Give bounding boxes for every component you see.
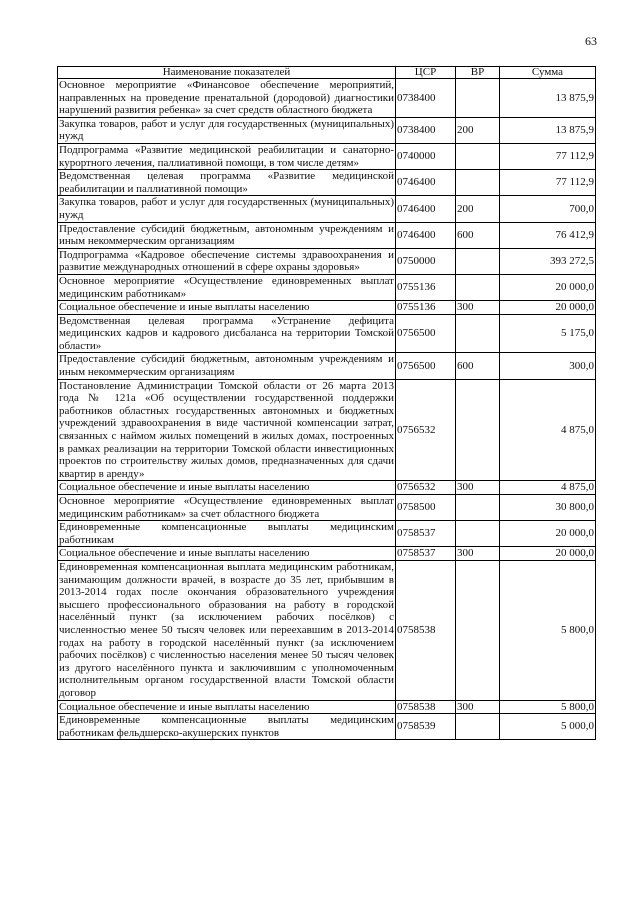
cell-name: Социальное обеспечение и иные выплаты населению	[58, 700, 396, 714]
cell-name: Основное мероприятие «Осуществление единовременных выплат медицинским работникам»	[59, 274, 394, 300]
cell-sum: 77 112,9	[500, 170, 596, 196]
cell-csr: 0756532	[396, 481, 456, 495]
table-row	[58, 379, 596, 481]
cell-csr: 0758537	[396, 521, 456, 547]
cell-csr: 0758537	[396, 547, 456, 561]
table-header-row	[58, 67, 596, 79]
cell-csr: 0750000	[396, 248, 456, 274]
table-body	[58, 79, 596, 740]
cell-sum: 77 112,9	[500, 143, 596, 169]
cell-vr: 300	[456, 481, 500, 495]
cell-vr: 200	[456, 196, 500, 222]
table-row	[58, 700, 596, 714]
cell-vr: 600	[456, 222, 500, 248]
cell-csr: 0758539	[396, 714, 456, 740]
table-row	[58, 274, 596, 300]
cell-vr: 300	[456, 547, 500, 561]
cell-vr	[456, 274, 500, 300]
cell-sum: 300,0	[500, 353, 596, 379]
cell-vr: 300	[456, 301, 500, 315]
cell-sum: 5 175,0	[500, 314, 596, 353]
cell-vr	[456, 495, 500, 521]
header-vr: ВР	[456, 67, 500, 79]
cell-sum: 20 000,0	[500, 274, 596, 300]
cell-name: Предоставление субсидий бюджетным, автономным учреждениям и иным некоммерческим организациям	[59, 222, 394, 248]
cell-csr: 0740000	[396, 143, 456, 169]
cell-csr: 0758538	[396, 560, 456, 700]
cell-sum: 20 000,0	[500, 521, 596, 547]
cell-csr: 0755136	[396, 301, 456, 315]
cell-csr: 0756500	[396, 353, 456, 379]
cell-name: Единовременная компенсационная выплата медицинским работникам, занимающим должности врачей, в возрасте до 35 лет, прибывшим в 2013-2014 годах после окончания образовательного учреждения высшего профессионального образования на работу в городской населённый пункт (за исключением рабочих посёлков) с численностью менее 50 тысяч человек или переехавшим в 2013-2014 годах на работу в городской населённый пункт (за исключением рабочих посёлков) с численностью населения менее 50 тысяч человек из другого населённого пункта и заключившим с уполномоченным исполнительным органом государственной власти Томской области договор	[59, 560, 394, 699]
cell-name: Предоставление субсидий бюджетным, автономным учреждениям и иным некоммерческим организациям	[59, 353, 394, 379]
table-row	[58, 521, 596, 547]
cell-name: Постановление Администрации Томской области от 26 марта 2013 года № 121а «Об осуществлении государственной поддержки работников областных государственных автономных и бюджетных учреждений здравоохранения в виде частичной компенсации затрат, связанных с наймом жилых помещений в жилых домах, построенных в рамках реализации на территории Томской области инвестиционных проектов по строительству жилых домов, предназначенных для сдачи квартир в аренду»	[59, 379, 394, 480]
cell-vr	[456, 314, 500, 353]
cell-vr	[456, 560, 500, 700]
table-row	[58, 117, 596, 143]
table-row	[58, 547, 596, 561]
table-row	[58, 301, 596, 315]
table-row	[58, 481, 596, 495]
cell-vr	[456, 521, 500, 547]
cell-csr: 0746400	[396, 222, 456, 248]
table-row	[58, 143, 596, 169]
cell-sum: 76 412,9	[500, 222, 596, 248]
cell-csr: 0758500	[396, 495, 456, 521]
table-row	[58, 79, 596, 118]
cell-vr	[456, 714, 500, 740]
table-row	[58, 560, 596, 700]
cell-name: Социальное обеспечение и иные выплаты населению	[58, 301, 396, 315]
cell-vr	[456, 379, 500, 481]
cell-name: Социальное обеспечение и иные выплаты населению	[58, 481, 396, 495]
table-row	[58, 222, 596, 248]
cell-name: Ведомственная целевая программа «Устранение дефицита медицинских кадров и кадрового дисбаланса на территории Томской области»	[59, 314, 394, 352]
cell-sum: 20 000,0	[500, 547, 596, 561]
cell-csr: 0758538	[396, 700, 456, 714]
cell-sum: 4 875,0	[500, 379, 596, 481]
budget-table	[57, 66, 596, 740]
cell-vr	[456, 79, 500, 118]
cell-vr: 200	[456, 117, 500, 143]
cell-sum: 20 000,0	[500, 301, 596, 315]
cell-vr: 300	[456, 700, 500, 714]
cell-name: Закупка товаров, работ и услуг для государственных (муниципальных) нужд	[59, 196, 394, 221]
cell-sum: 5 800,0	[500, 560, 596, 700]
cell-sum: 5 800,0	[500, 700, 596, 714]
cell-name: Подпрограмма «Кадровое обеспечение системы здравоохранения и развитие международных отношений в сфере охраны здоровья»	[59, 248, 394, 274]
cell-name: Закупка товаров, работ и услуг для государственных (муниципальных) нужд	[59, 117, 394, 143]
table-row	[58, 248, 596, 274]
header-sum: Сумма	[500, 67, 596, 79]
cell-csr: 0746400	[396, 196, 456, 222]
cell-sum: 13 875,9	[500, 117, 596, 143]
table-row	[58, 314, 596, 353]
table-row	[58, 196, 596, 222]
cell-csr: 0756532	[396, 379, 456, 481]
cell-vr: 600	[456, 353, 500, 379]
table-row	[58, 714, 596, 740]
table-row	[58, 495, 596, 521]
cell-csr: 0738400	[396, 117, 456, 143]
cell-name: Ведомственная целевая программа «Развитие медицинской реабилитации и паллиативной помощи»	[59, 170, 394, 195]
cell-sum: 393 272,5	[500, 248, 596, 274]
cell-name: Основное мероприятие «Осуществление единовременных выплат медицинским работникам» за счет областного бюджета	[59, 495, 394, 520]
cell-name: Подпрограмма «Развитие медицинской реабилитации и санаторно-курортного лечения, паллиативной помощи, в том числе детям»	[59, 143, 394, 169]
cell-sum: 30 800,0	[500, 495, 596, 521]
cell-sum: 4 875,0	[500, 481, 596, 495]
cell-csr: 0746400	[396, 170, 456, 196]
cell-csr: 0756500	[396, 314, 456, 353]
cell-name: Социальное обеспечение и иные выплаты населению	[58, 547, 396, 561]
cell-sum: 5 000,0	[500, 714, 596, 740]
cell-vr	[456, 248, 500, 274]
cell-vr	[456, 170, 500, 196]
page-number: 63	[585, 34, 597, 48]
cell-sum: 700,0	[500, 196, 596, 222]
cell-name: Единовременные компенсационные выплаты медицинским работникам	[59, 521, 394, 546]
cell-csr: 0738400	[396, 79, 456, 118]
cell-sum: 13 875,9	[500, 79, 596, 118]
header-csr: ЦСР	[396, 67, 456, 79]
cell-name: Основное мероприятие «Финансовое обеспечение мероприятий, направленных на проведение пренатальной (дородовой) диагностики нарушений развития ребенка» за счет средств областного бюджета	[59, 79, 394, 117]
cell-csr: 0755136	[396, 274, 456, 300]
cell-name: Единовременные компенсационные выплаты медицинским работникам фельдшерско-акушерских пунктов	[59, 714, 394, 739]
cell-vr	[456, 143, 500, 169]
table-row	[58, 353, 596, 379]
header-name: Наименование показателей	[58, 67, 396, 79]
table-row	[58, 170, 596, 196]
